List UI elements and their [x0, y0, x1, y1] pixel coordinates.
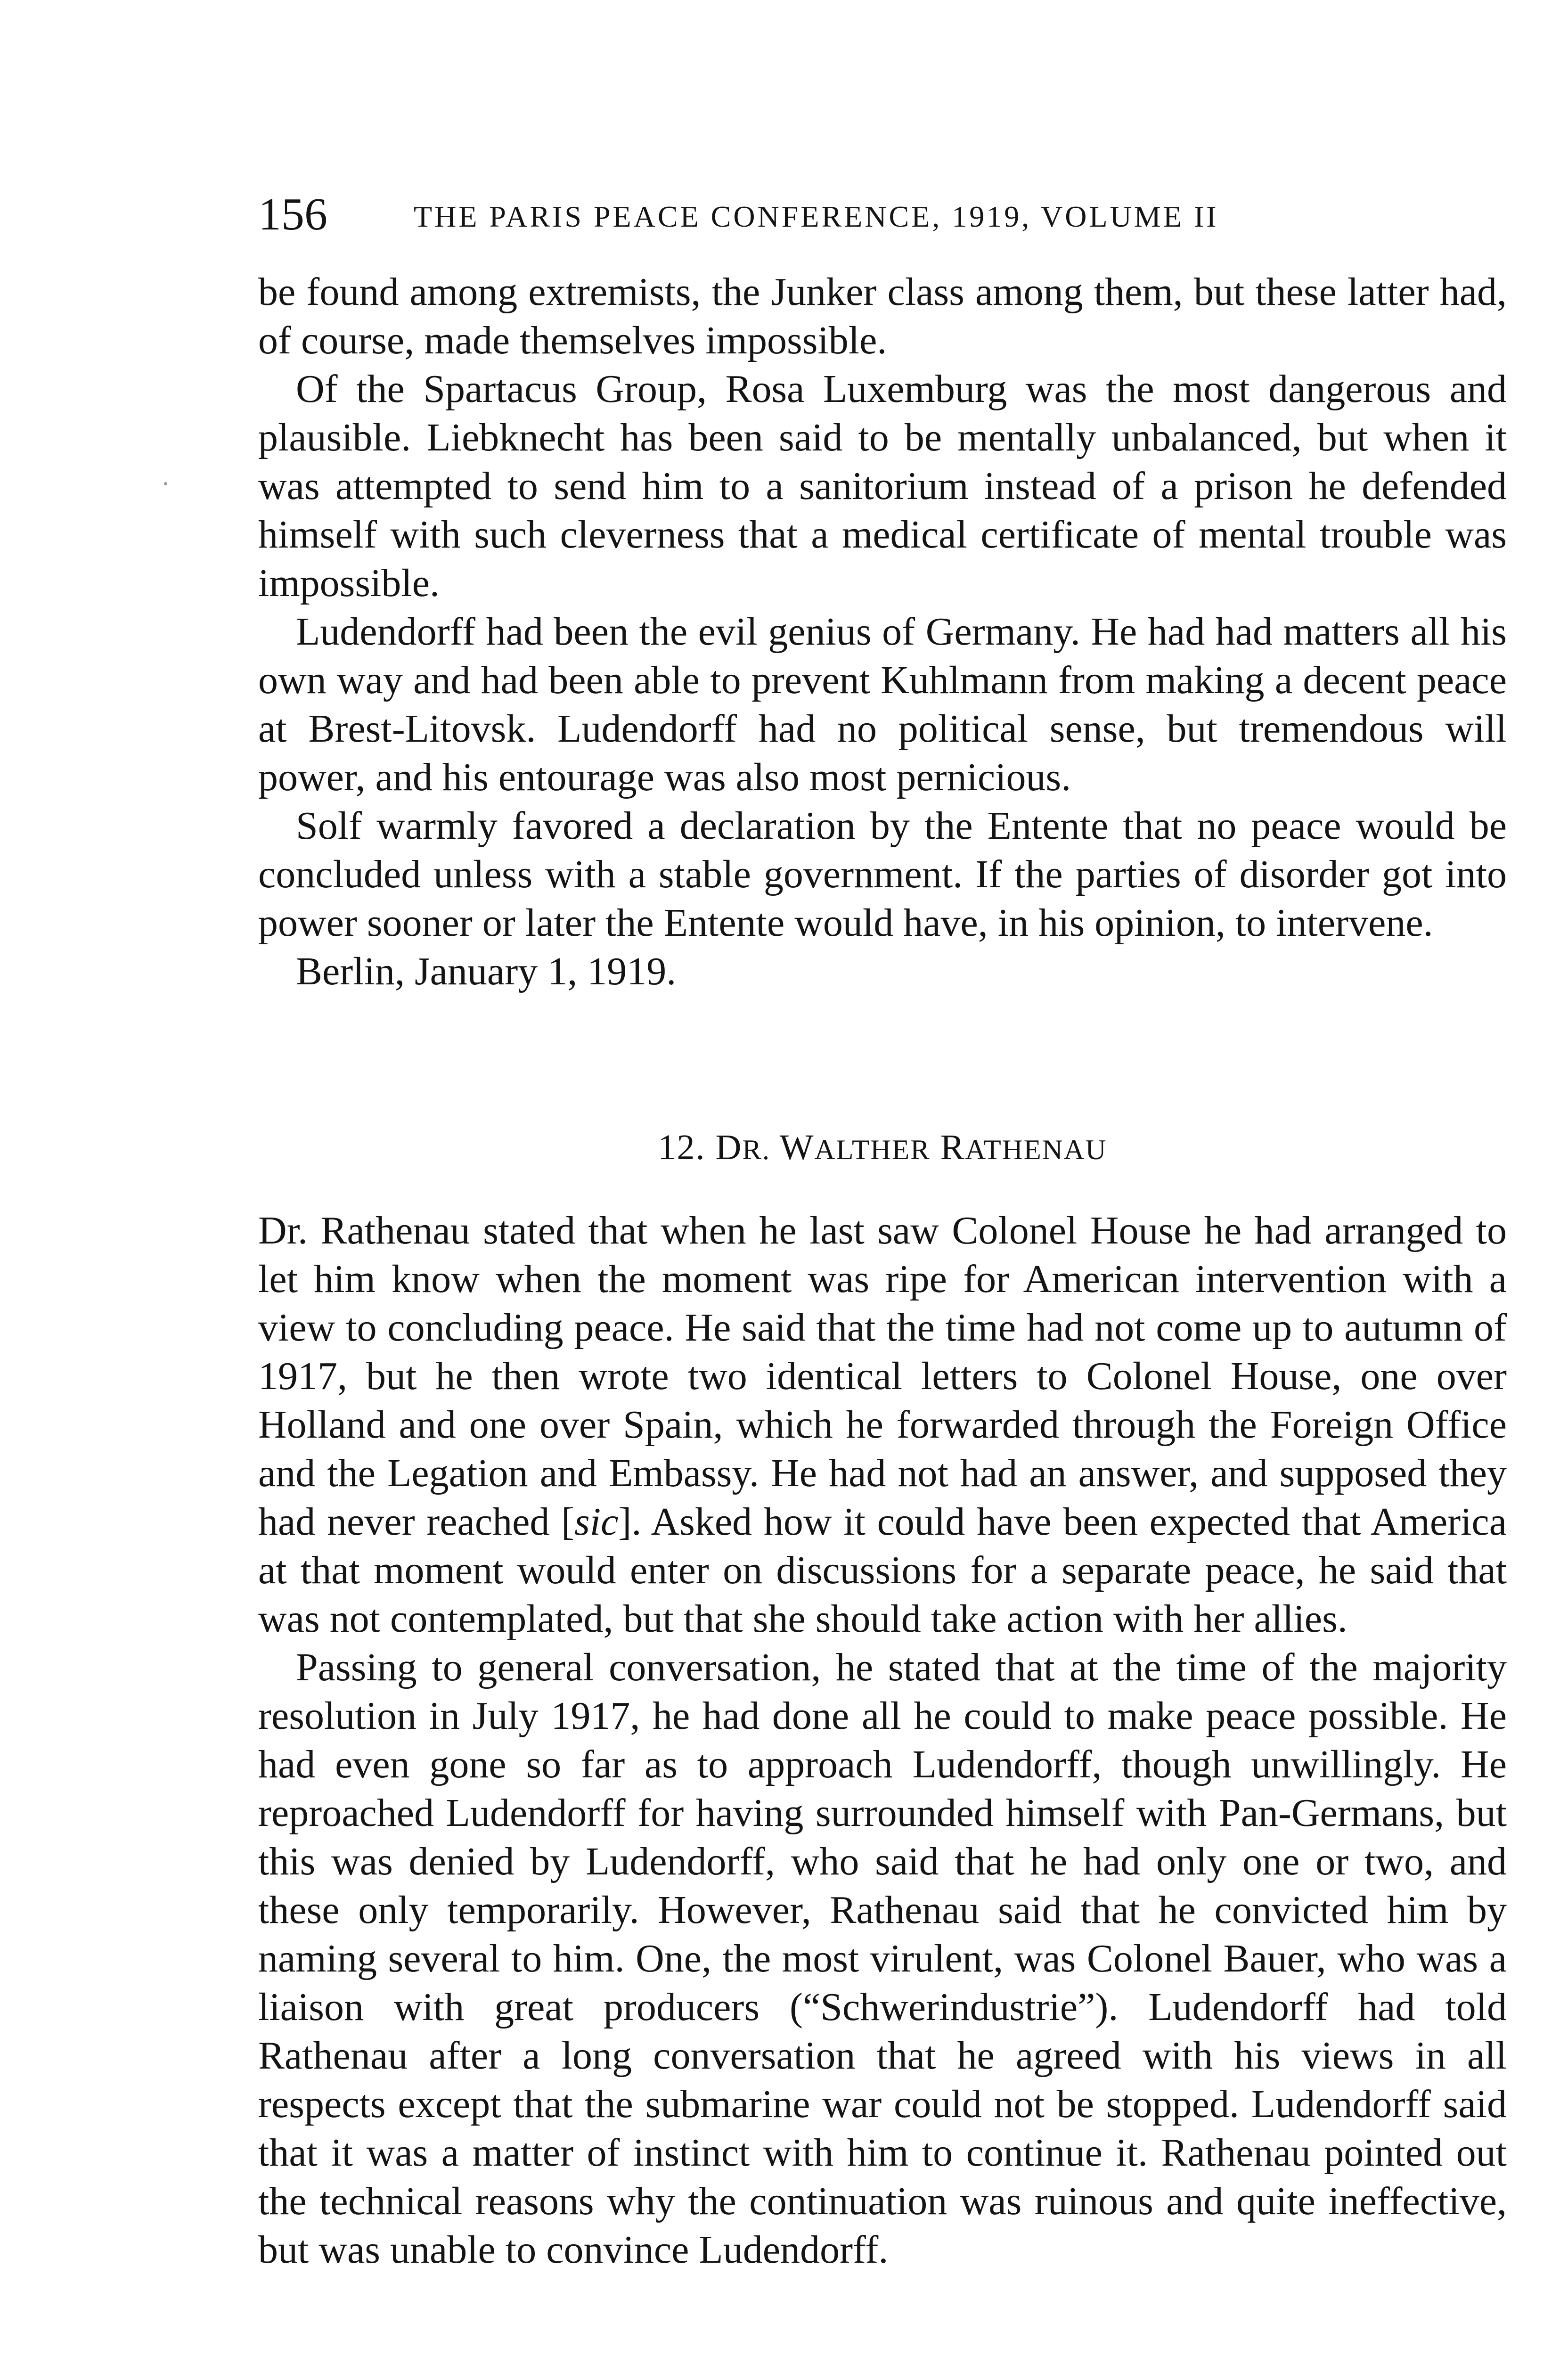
- paragraph-continuation: be found among extremists, the Junker class among them, but these latter had, of course, made themselves impossible.: [258, 270, 1507, 362]
- section-heading: [258, 1121, 1507, 1176]
- text-block-solf-interview: [258, 268, 1507, 996]
- margin-dot: [164, 482, 167, 485]
- paragraph-text-part: Dr. Rathenau stated that when he last saw Colonel House he had arranged to let him know when the moment was ripe for American intervention with a view to concluding peace. He said that the time had not come up to autumn of 1917, but he then wrote two identical letters to Colonel House, one over Holland and one over Spain, which he forwarded through the Foreign Office and the Legation and Embassy. He had not had an answer, and supposed they had never reached [: [258, 1209, 1507, 1544]
- heading-first-name: WALTHER: [779, 1128, 931, 1167]
- text-block-rathenau: [258, 1206, 1507, 2274]
- paragraph-general-conversation: Passing to general conversation, he stated that at the time of the majority resolution in July 1917, he had done all he could to make peace possible. He had even gone so far as to approach Ludendorff, though unwillingly. He reproached Ludendorff for having surrounded himself with Pan-Germans, but this was denied by Ludendorff, who said that he had only one or two, and these only temporarily. However, Rathenau said that he convicted him by naming several to him. One, the most virulent, was Colonel Bauer, who was a liaison with great producers (“Schwerindustrie”). Ludendorff had told Rathenau after a long conversation that he agreed with his views in all respects except that the submarine war could not be stopped. Ludendorff said that it was a matter of instinct with him to continue it. Rathenau pointed out the technical reasons why the continuation was ruinous and quite ineffective, but was unable to convince Ludendorff.: [258, 1645, 1507, 2272]
- heading-last-name: RATHENAU: [940, 1128, 1107, 1167]
- running-head: THE PARIS PEACE CONFERENCE, 1919, VOLUME II: [414, 200, 1219, 233]
- dateline: Berlin, January 1, 1919.: [296, 949, 677, 993]
- heading-dr-text: DR.: [715, 1128, 771, 1167]
- paragraph-text-part: ]. Asked how it could have been expected that America at that moment would enter on discussions for a separate peace, he said that was not contemplated, but that she should take action with her allies.: [258, 1500, 1507, 1641]
- section-number: 12.: [658, 1128, 706, 1167]
- page-header: [258, 186, 1507, 243]
- page-number: 156: [258, 189, 327, 240]
- heading-title-dr: [715, 1128, 770, 1167]
- paragraph-ludendorff: Ludendorff had been the evil genius of Germany. He had had matters all his own way and had been able to prevent Kuhlmann from making a decent peace at Brest-Litovsk. Ludendorff had no political sense, but tremendous will power, and his entourage was also most pernicious.: [258, 610, 1507, 799]
- sic-annotation: sic: [574, 1500, 619, 1544]
- paragraph-rathenau-house: [258, 1206, 1507, 1643]
- paragraph-solf: Solf warmly favored a declaration by the Entente that no peace would be concluded unless with a stable government. If the parties of disorder got into power sooner or later the Entente would have, in his opinion, to intervene.: [258, 804, 1507, 945]
- paragraph-spartacus: Of the Spartacus Group, Rosa Luxemburg was the most dangerous and plausible. Liebknecht has been said to be mentally unbalanced, but when it was attempted to send him to a sanitorium instead of a prison he defended himself with such cleverness that a medical certificate of mental trouble was impossible.: [258, 367, 1507, 605]
